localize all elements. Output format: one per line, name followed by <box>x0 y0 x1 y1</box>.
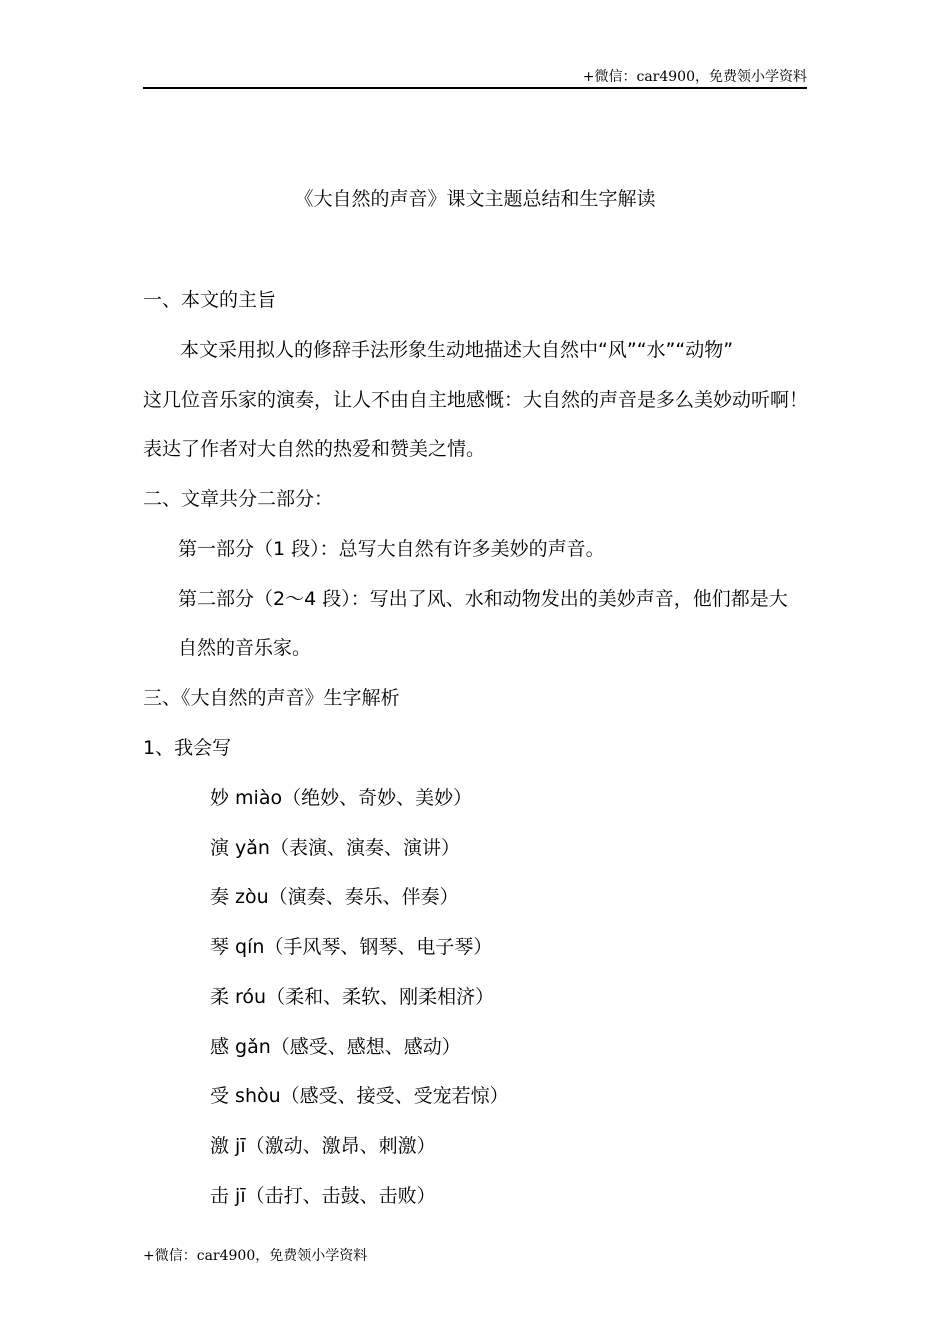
paragraph-line: 表达了作者对大自然的热爱和赞美之情。 <box>143 438 486 460</box>
part-two-text: 第二部分（2～4 段）：写出了风、水和动物发出的美妙声音，他们都是大 <box>178 588 788 610</box>
character-entry: 受 shòu（感受、接受、受宠若惊） <box>210 1085 509 1107</box>
paragraph-line: 本文采用拟人的修辞手法形象生动地描述大自然中“风”“水”“动物” <box>180 339 734 361</box>
page-footer-text: +微信：car4900，免费领小学资料 <box>143 1248 368 1264</box>
character-entry: 琴 qín（手风琴、钢琴、电子琴） <box>210 936 493 958</box>
subheading-writing: 1、我会写 <box>143 737 232 759</box>
character-entry: 奏 zòu（演奏、奏乐、伴奏） <box>210 886 459 908</box>
section-heading-main-idea: 一、本文的主旨 <box>143 289 277 311</box>
character-entry: 柔 róu（柔和、柔软、刚柔相济） <box>210 986 495 1008</box>
character-entry: 感 gǎn（感受、感想、感动） <box>210 1036 461 1058</box>
character-entry: 击 jī（击打、击鼓、击败） <box>210 1185 436 1207</box>
character-entry: 妙 miào（绝妙、奇妙、美妙） <box>210 787 473 809</box>
part-one-text: 第一部分（1 段）：总写大自然有许多美妙的声音。 <box>178 538 605 560</box>
document-title: 《大自然的声音》课文主题总结和生字解读 <box>294 188 656 210</box>
page-header-text: +微信：car4900，免费领小学资料 <box>582 69 807 85</box>
paragraph-line: 这几位音乐家的演奏，让人不由自主地感慨：大自然的声音是多么美妙动听啊！ <box>143 389 809 411</box>
character-entry: 激 jī（激动、激昂、刺激） <box>210 1135 436 1157</box>
header-divider <box>143 87 807 89</box>
section-heading-characters: 三、《大自然的声音》生字解析 <box>143 687 400 709</box>
section-heading-structure: 二、文章共分二部分： <box>143 488 334 510</box>
part-two-text: 自然的音乐家。 <box>178 637 312 659</box>
character-entry: 演 yǎn（表演、演奏、演讲） <box>210 837 460 859</box>
